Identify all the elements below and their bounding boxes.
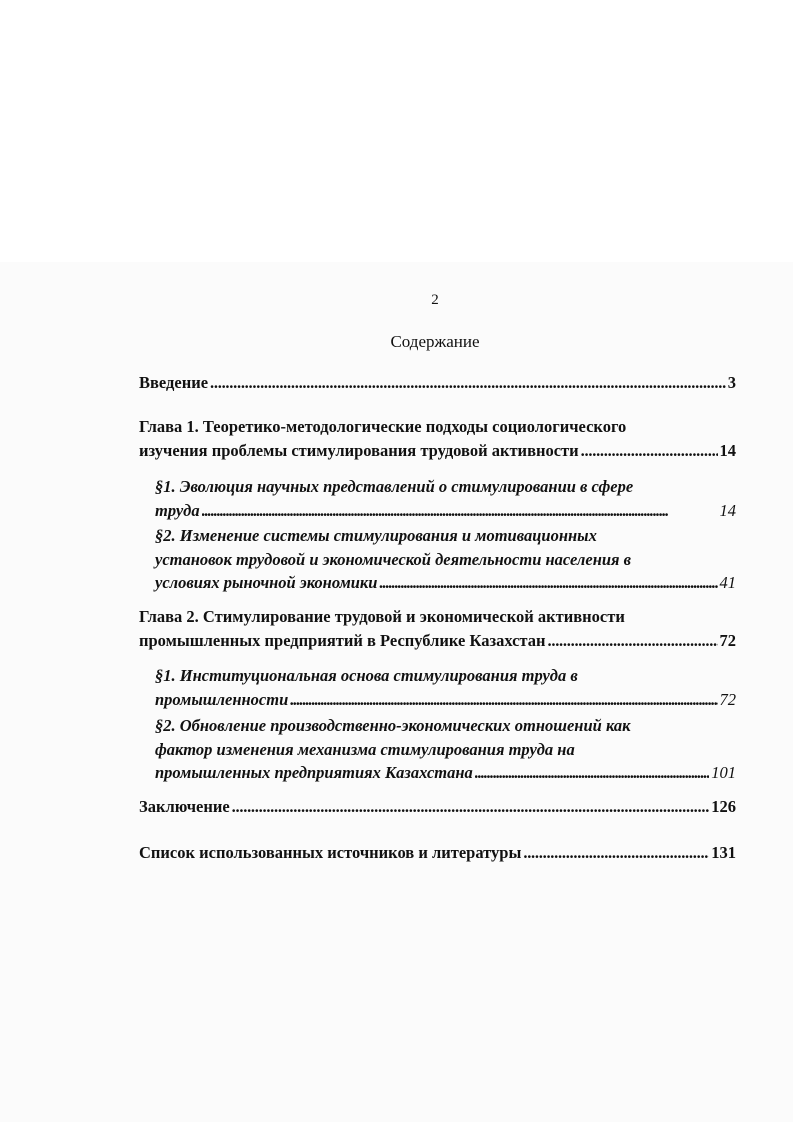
toc-entry-chapter-2-section-1[interactable]: [155, 664, 736, 711]
dot-leader: [548, 629, 718, 653]
dot-leader: [523, 841, 709, 865]
toc-page-number: 3: [727, 373, 736, 392]
toc-entry-references[interactable]: [139, 841, 736, 865]
toc-page-number: 41: [719, 573, 736, 592]
dot-leader: [475, 761, 709, 785]
toc-page-number: 101: [711, 763, 736, 782]
toc-entry-title-line: установок трудовой и экономической деятельности населения в: [155, 549, 632, 569]
toc-entry-title-line: §2. Изменение системы стимулирования и мотивационных: [155, 526, 597, 545]
toc-entry-title-line: фактор изменения механизма стимулирования труда на: [155, 739, 575, 759]
toc-title: Содержание: [390, 332, 480, 351]
toc-entry-title-line: §1. Институциональная основа стимулирования труда в: [155, 666, 578, 685]
toc-page-number: 131: [711, 843, 736, 862]
dot-leader: [581, 439, 718, 463]
toc-entry-title: Список использованных источников и литературы: [139, 843, 522, 862]
toc-entry-title-line: Глава 2. Стимулирование трудовой и экономической активности: [139, 607, 625, 626]
toc-entry-title-line: условиях рыночной экономики: [155, 573, 378, 592]
toc-entry-title-line: промышленных предприятиях Казахстана: [155, 763, 473, 782]
toc-entry-title-line: Глава 1. Теоретико-методологические подходы социологического: [139, 417, 627, 436]
toc-entry-chapter-2-section-2[interactable]: [155, 714, 736, 785]
dot-leader: [290, 688, 717, 712]
toc-page-number: 126: [711, 797, 736, 816]
dot-leader: [232, 795, 710, 819]
toc-entry-title-line: промышленности: [155, 689, 289, 709]
dot-leader: [379, 571, 717, 595]
toc-page-number: 72: [719, 689, 736, 709]
toc-page-number: 14: [719, 440, 736, 460]
toc-entry-title-line: изучения проблемы стимулирования трудовой активности: [139, 440, 579, 460]
toc-entry-conclusion[interactable]: [139, 795, 736, 819]
toc-entry-title: Заключение: [139, 797, 230, 816]
toc-entry-chapter-1[interactable]: [139, 415, 736, 462]
toc-entry-title: Введение: [139, 373, 209, 392]
toc-entry-chapter-1-section-2[interactable]: [155, 524, 736, 595]
toc-entry-introduction[interactable]: [139, 371, 736, 395]
toc-page-number: 14: [719, 500, 736, 520]
toc-entry-chapter-2[interactable]: [139, 605, 736, 652]
dot-leader: [202, 499, 718, 523]
scan-top-margin: [0, 0, 793, 262]
toc-entry-title-line: промышленных предприятий в Республике Казахстан: [139, 630, 546, 650]
dot-leader: [210, 371, 726, 395]
toc-page-number: 72: [719, 630, 736, 650]
toc-entry-title-line: §2. Обновление производственно-экономических отношений как: [155, 716, 631, 735]
page-number: 2: [431, 292, 439, 308]
toc-entry-chapter-1-section-1[interactable]: [155, 475, 736, 522]
toc-entry-title-line: труда: [155, 500, 200, 520]
toc-entry-title-line: §1. Эволюция научных представлений о стимулировании в сфере: [155, 477, 634, 496]
